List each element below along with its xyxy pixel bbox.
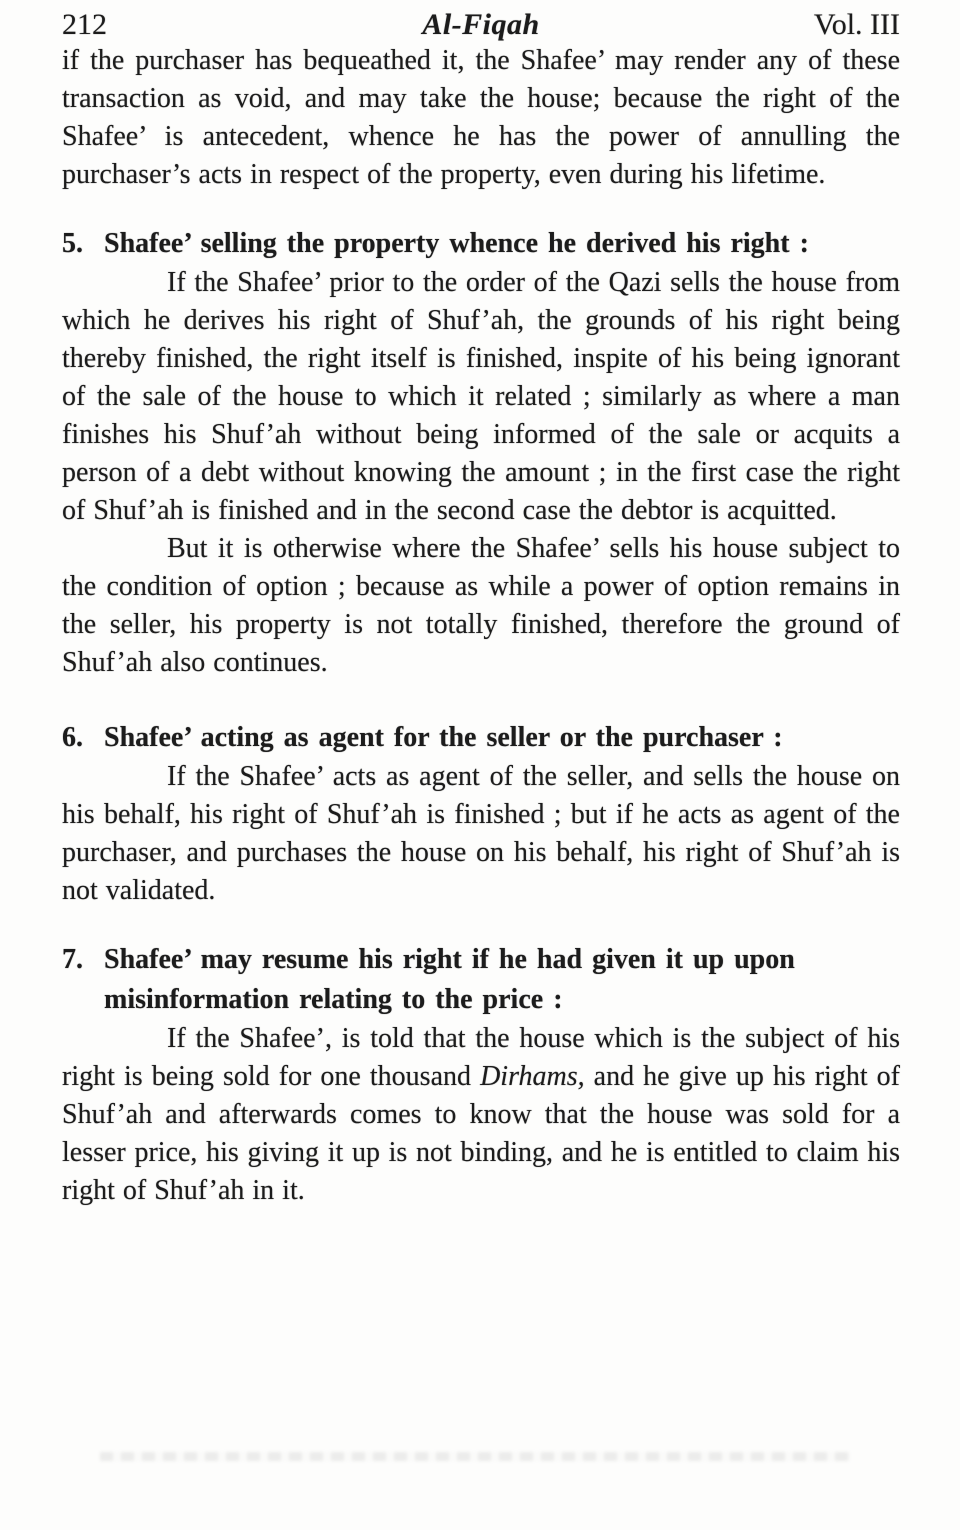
italic-term: Dirhams, (480, 1061, 585, 1092)
volume-label: Vol. III (813, 8, 900, 41)
running-title: Al-Fiqah (422, 8, 540, 41)
paragraph-text: and he give up his right of Shuf’ah and afterwards comes to know that the house was sold for a lesser price, his giving it up is not binding, and he is entitled to claim his right of Shuf’ah in it. (62, 1061, 900, 1206)
section-heading-6 (62, 718, 900, 758)
section-heading-7 (62, 940, 900, 1020)
heading-number: 5. (62, 228, 83, 259)
section7-paragraph-1 (62, 1020, 900, 1210)
page-header (62, 8, 900, 42)
page-number: 212 (62, 8, 107, 41)
heading-number: 7. (62, 944, 83, 975)
paragraph-text: If the Shafee’, is told that the house which is the subject of his right is being sold for one thousand (62, 1023, 900, 1092)
section5-paragraph-1: If the Shafee’ prior to the order of the Qazi sells the house from which he derives his right of Shuf’ah, the grounds of his right being thereby finished, the right itself is finished, inspite of his being ignorant of the sale of the house to which it related ; similarly as where a man finishes his Shuf’ah without being informed of the sale or acquits a person of a debt without knowing the amount ; in the first case the right of Shuf’ah is finished and in the second case the debtor is acquitted. (62, 267, 900, 526)
section-heading-5 (62, 224, 900, 264)
section6-paragraph-1: If the Shafee’ acts as agent of the seller, and sells the house on his behalf, his right of Shuf’ah is finished ; but if he acts as agent of the purchaser, and purchases the house on his behalf, his right of Shuf’ah is not validated. (62, 761, 900, 906)
page-bleed-through-artifact (100, 1452, 850, 1461)
heading-text: Shafee’ acting as agent for the seller or the purchaser : (104, 722, 783, 753)
heading-text: Shafee’ may resume his right if he had given it up upon misinformation relating to the price : (104, 944, 795, 1015)
heading-text: Shafee’ selling the property whence he derived his right : (104, 228, 809, 259)
section5-paragraph-2: But it is otherwise where the Shafee’ sells his house subject to the condition of option ; because as while a power of option remains in the seller, his property is not totally finished, therefore the ground of Shuf’ah also continues. (62, 533, 900, 678)
heading-number: 6. (62, 722, 83, 753)
paragraph-continuation: if the purchaser has bequeathed it, the Shafee’ may render any of these transaction as void, and may take the house; because the right of the Shafee’ is antecedent, whence he has the power of annulling the purchaser’s acts in respect of the property, even during his lifetime. (62, 45, 900, 190)
